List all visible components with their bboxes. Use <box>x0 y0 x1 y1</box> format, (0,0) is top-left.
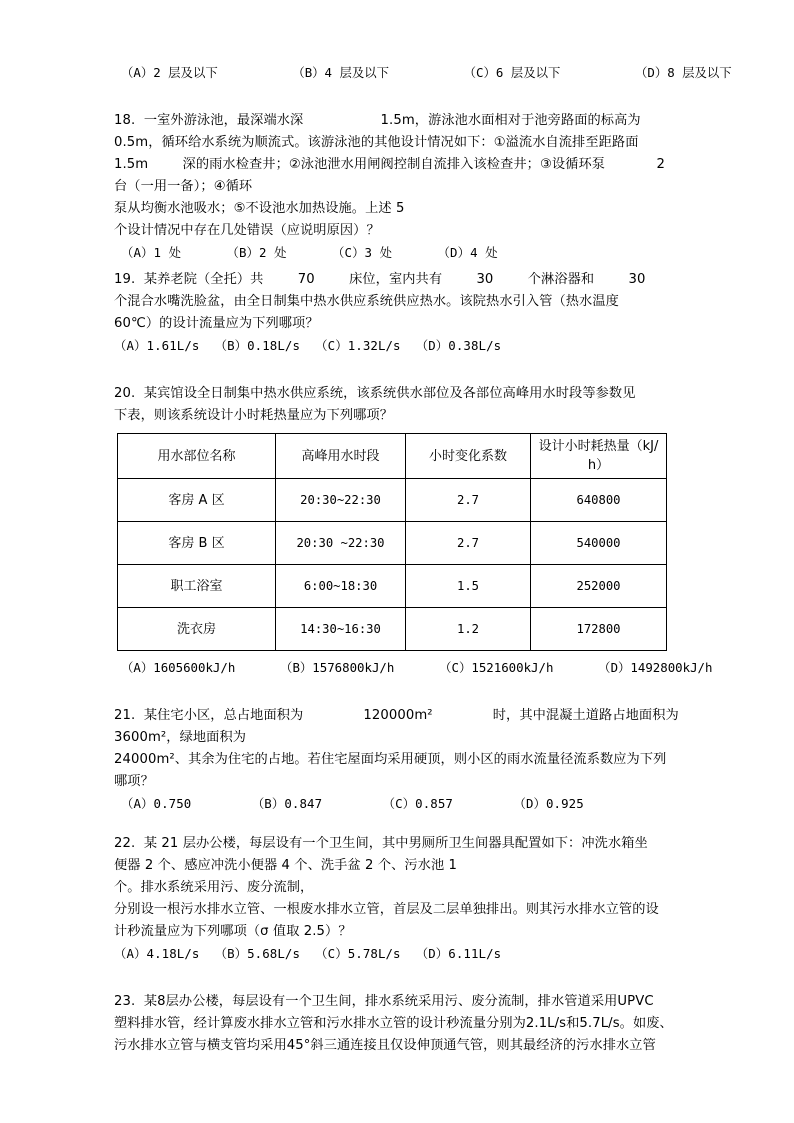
q19-line-2: 个混合水嘴洗脸盆，由全日制集中热水供应系统供应热水。该院热水引入管（热水温度 <box>114 294 619 309</box>
spacer <box>114 356 680 383</box>
q20-options-row: （A）1605600kJ/h （B）1576800kJ/h （C）1521600kJ/h （D）1492800kJ/h <box>121 660 713 675</box>
cell-hourly-factor: 1.5 <box>406 565 531 608</box>
q21-line-3: 24000m²、其余为住宅的占地。若住宅屋面均采用硬顶，则小区的雨水流量径流系数应为下列 <box>114 752 667 767</box>
q21-line-4: 哪项？ <box>114 774 154 789</box>
q21-options-row: （A）0.750 （B）0.847 （C）0.857 （D）0.925 <box>121 796 584 811</box>
cell-part-name: 洗衣房 <box>118 608 276 651</box>
q22-options-row: （A）4.18L/s （B）5.68L/s （C）5.78L/s （D）6.11L/s <box>114 946 502 961</box>
table-row <box>118 479 667 522</box>
cell-hourly-factor: 2.7 <box>406 522 531 565</box>
q18-line-5: 泵从均衡水池吸水；⑤不设池水加热设施。上述 5 <box>114 201 405 216</box>
table-row <box>118 565 667 608</box>
q21-line-2: 3600m²，绿地面积为 <box>114 730 247 745</box>
q18-line-4: 台（一用一备）；④循环 <box>114 179 253 194</box>
header-part-name: 用水部位名称 <box>118 434 276 479</box>
header-peak-period: 高峰用水时段 <box>276 434 406 479</box>
table-row <box>118 608 667 651</box>
spacer <box>114 814 680 833</box>
q18-line-1: 18. 一室外游泳池，最深端水深 1.5m，游泳池水面相对于池旁路面的标高为 <box>114 113 641 128</box>
question-23 <box>114 991 680 1057</box>
q20-line-2: 下表，则该系统设计小时耗热量应为下列哪项？ <box>114 408 394 423</box>
q22-line-3: 个。排水系统采用污、废分流制， <box>114 880 314 895</box>
q18-options-row: （A）1 处 （B）2 处 （C）3 处 （D）4 处 <box>121 245 498 260</box>
cell-peak-period: 20:30 ~22:30 <box>276 522 406 565</box>
cell-peak-period: 6:00~18:30 <box>276 565 406 608</box>
q22-line-1: 22. 某 21 层办公楼，每层设有一个卫生间，其中男厕所卫生间器具配置如下：冲洗水箱坐 <box>114 836 648 851</box>
cell-peak-period: 20:30~22:30 <box>276 479 406 522</box>
q22-line-5: 计秒流量应为下列哪项（σ 值取 2.5）？ <box>114 924 352 939</box>
question-21 <box>114 705 680 814</box>
cell-design-heat: 172800 <box>531 608 667 651</box>
q17-options-row: （A）2 层及以下 （B）4 层及以下 （C）6 层及以下 （D）8 层及以下 <box>121 65 732 80</box>
q19-line-1: 19. 某养老院（全托）共 70 床位，室内共有 30 个淋浴器和 30 <box>114 272 646 287</box>
q23-line-1: 23. 某8层办公楼，每层设有一个卫生间，排水系统采用污、废分流制，排水管道采用UPVC <box>114 994 654 1009</box>
q18-line-6: 个设计情况中存在几处错误（应说明原因）？ <box>114 223 380 238</box>
table-header-row <box>118 434 667 479</box>
question-22 <box>114 833 680 964</box>
q23-line-2: 塑料排水管，经计算废水排水立管和污水排水立管的设计秒流量分别为2.1L/s和5.7L/s。如废、 <box>114 1016 673 1031</box>
table-row <box>118 522 667 565</box>
header-design-heat: 设计小时耗热量（kJ/h） <box>531 434 667 479</box>
q21-line-1: 21. 某住宅小区，总占地面积为 120000m² 时，其中混凝土道路占地面积为 <box>114 708 679 723</box>
q19-line-3: 60℃）的设计流量应为下列哪项？ <box>114 316 319 331</box>
cell-hourly-factor: 1.2 <box>406 608 531 651</box>
q20-parameter-table <box>117 433 667 651</box>
question-19 <box>114 269 680 356</box>
q23-line-3: 污水排水立管与横支管均采用45°斜三通连接且仅设伸顶通气管，则其最经济的污水排水立管 <box>114 1038 656 1053</box>
q18-line-3: 1.5m 深的雨水检查井；②泳池泄水用闸阀控制自流排入该检查井；③设循环泵 2 <box>114 157 666 172</box>
question-20 <box>114 383 680 427</box>
q22-line-4: 分别设一根污水排水立管、一根废水排水立管，首层及二层单独排出。则其污水排水立管的设 <box>114 902 659 917</box>
spacer <box>114 678 680 705</box>
header-hourly-factor: 小时变化系数 <box>406 434 531 479</box>
q18-line-2: 0.5m，循环给水系统为顺流式。该游泳池的其他设计情况如下：①溢流水自流排至距路面 <box>114 135 639 150</box>
cell-part-name: 客房 A 区 <box>118 479 276 522</box>
q19-options-row: （A）1.61L/s （B）0.18L/s （C）1.32L/s （D）0.38L/s <box>114 338 502 353</box>
cell-part-name: 职工浴室 <box>118 565 276 608</box>
cell-design-heat: 252000 <box>531 565 667 608</box>
spacer <box>114 964 680 991</box>
cell-hourly-factor: 2.7 <box>406 479 531 522</box>
spacer <box>114 83 680 110</box>
q22-line-2: 便器 2 个、感应冲洗小便器 4 个、洗手盆 2 个、污水池 1 <box>114 858 458 873</box>
question-18 <box>114 110 680 263</box>
cell-design-heat: 640800 <box>531 479 667 522</box>
q20-line-1: 20. 某宾馆设全日制集中热水供应系统，该系统供水部位及各部位高峰用水时段等参数见 <box>114 386 636 401</box>
cell-peak-period: 14:30~16:30 <box>276 608 406 651</box>
cell-part-name: 客房 B 区 <box>118 522 276 565</box>
cell-design-heat: 540000 <box>531 522 667 565</box>
